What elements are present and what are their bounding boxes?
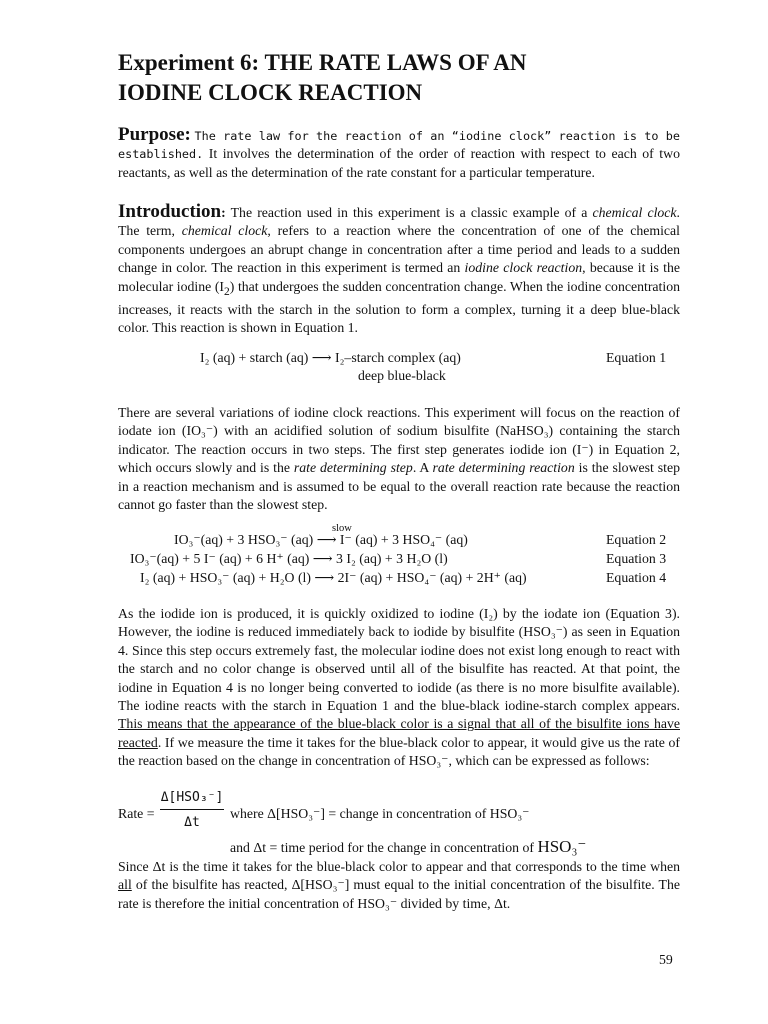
rate-denominator: Δt: [184, 815, 200, 830]
conclusion-paragraph: Since Δt is the time it takes for the blue-black color to appear and that corresponds to the time when all of the bisulfite has reacted, Δ[HSO₃⁻] must equal to the initial concentration of the bisulfite. The rate is therefore the initial concentration of HSO₃⁻ divided by time, Δt.: [118, 859, 680, 911]
delta-t-definition: and Δt = time period for the change in concentration of HSO₃⁻: [230, 837, 587, 856]
equation-1-note: deep blue-black: [358, 368, 446, 383]
title-line-2: IODINE CLOCK REACTION: [118, 80, 423, 105]
equation-2-label: Equation 2: [606, 532, 667, 547]
equation-3: IO₃⁻(aq) + 5 I⁻ (aq) + 6 H⁺ (aq) ⟶ 3 I₂ (aq) + 3 H₂O (l): [130, 551, 448, 566]
page-title: [118, 48, 678, 108]
rate-lhs: Rate =: [118, 806, 155, 821]
equation-4-label: Equation 4: [606, 570, 667, 585]
equation-1-label: Equation 1: [606, 350, 667, 365]
underlined-statement: This means that the appearance of the blue-black color is a signal that all of the bisulfite ions have reacted: [118, 716, 680, 750]
equation-4: I₂ (aq) + HSO₃⁻ (aq) + H₂O (l) ⟶ 2I⁻ (aq) + HSO₄⁻ (aq) + 2H⁺ (aq): [140, 570, 527, 585]
rate-numerator: Δ[HSO₃⁻]: [160, 790, 224, 805]
introduction-paragraph: Introduction: The reaction used in this experiment is a classic example of a chemical clock. The term, chemical clock, refers to a reaction where the concentration of one of the chemical components undergoes an abrupt change in concentration after a time period and leads to a sudden change in color. The reaction in this experiment is termed an iodine clock reaction, because it is the molecular iodine $(I_2)$ that undergoes the sudden concentration change. When the iodine concentration increases, it reacts with the starch in the solution to form a complex, turning it a deep blue-black color. This reaction is shown in Equation 1.: [118, 201, 681, 336]
iodide-paragraph: As the iodide ion is produced, it is quickly oxidized to iodine (I₂) by the iodate ion (Equation 3). However, the iodine is reduced immediately back to iodide by bisulfite (HSO₃⁻) as seen in Equation 4. Since this step occurs extremely fast, the molecular iodine does not exist long enough to react with the starch and no color change is observed until all of the bisulfite has reacted. At that point, the iodine in Equation 4 is no longer being converted to iodide (as there is no more bisulfite available). The iodine reacts with the starch in Equation 1 and the blue-black iodine-starch complex appears. This means that the appearance of the blue-black color is a signal that all of the bisulfite ions have reacted. If we measure the time it takes for the blue-black color to appear, it would give us the rate of the reaction based on the change in concentration of HSO₃⁻, which can be expressed as follows:: [118, 606, 680, 769]
variations-paragraph: There are several variations of iodine clock reactions. This experiment will focus on the reaction of iodate ion (IO₃⁻) with an acidified solution of sodium bisulfite (NaHSO₃) containing the starch indicator. The reaction occurs in two steps. The first step generates iodide ion (I⁻) in Equation 2, which occurs slowly and is the rate determining step. A rate determining reaction is the slowest step in a reaction mechanism and is assumed to be equal to the overall reaction rate because the reaction cannot go faster than the slowest step.: [118, 405, 680, 513]
rate-definition: where Δ[HSO₃⁻] = change in concentration of HSO₃⁻: [230, 806, 530, 821]
purpose-text: It involves the determination of the order of reaction with respect to each of two reactants, as well as the determination of the rate constant for a particular temperature.: [118, 146, 680, 180]
purpose-mono-text: The rate law for the reaction of an “iodine clock” reaction is to be established.: [118, 129, 680, 162]
fraction-bar: [160, 809, 224, 810]
equation-1: I₂ (aq) + starch (aq) ⟶ I₂–starch complex (aq): [200, 350, 461, 365]
equation-3-label: Equation 3: [606, 551, 667, 566]
slow-arrow-label: slow: [332, 523, 352, 534]
equation-2: IO₃⁻(aq) + 3 HSO₃⁻ (aq) ⟶ I⁻ (aq) + 3 HSO₄⁻ (aq): [174, 532, 468, 547]
introduction-heading: Introduction: [118, 201, 222, 222]
title-line-1: Experiment 6: THE RATE LAWS OF AN: [118, 50, 527, 75]
purpose-heading: Purpose:: [118, 124, 191, 145]
purpose-paragraph: [118, 126, 680, 182]
page-number: 59: [659, 952, 673, 967]
